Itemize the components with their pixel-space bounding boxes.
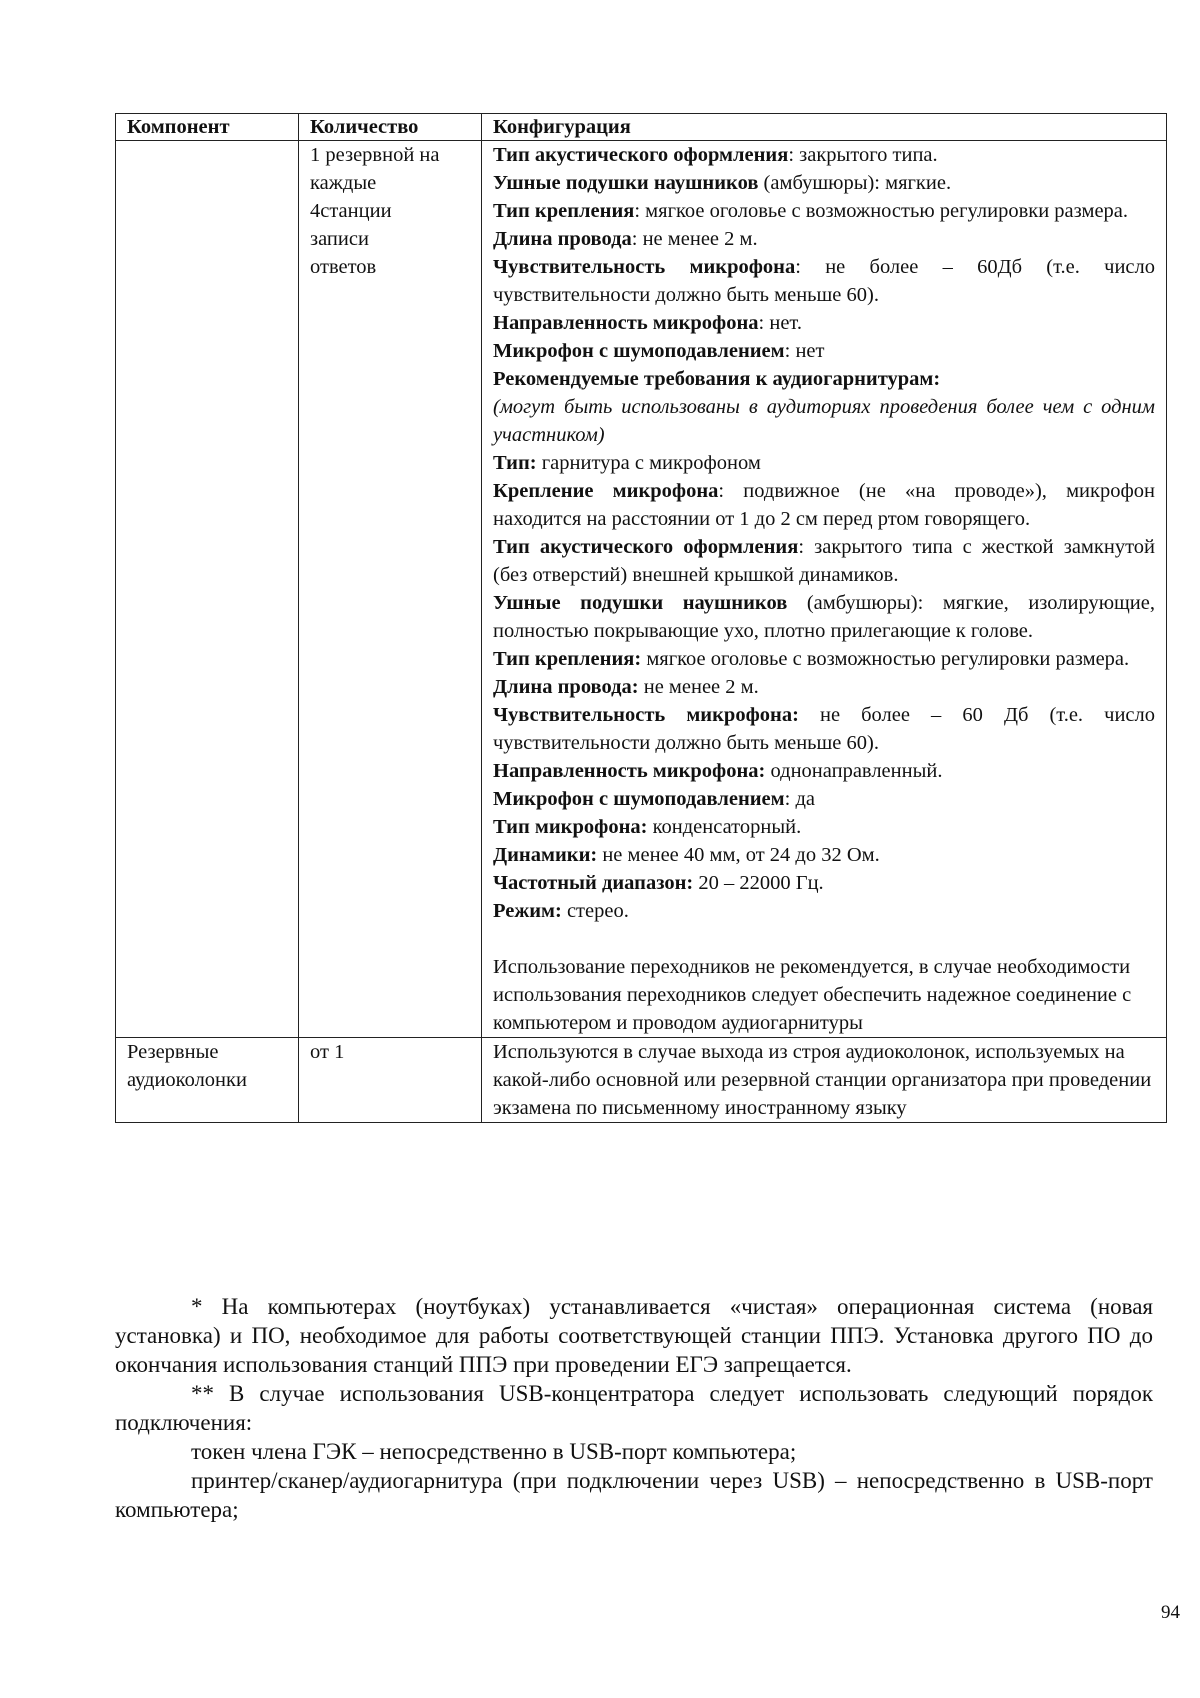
header-component: Компонент bbox=[116, 114, 299, 141]
quantity-line: ответов bbox=[310, 256, 377, 278]
config-item: Чувствительность микрофона: не более – 60 Дб (т.е. число чувствительности должно быть меньше 60). bbox=[493, 704, 1155, 754]
quantity-line: записи bbox=[310, 228, 369, 250]
quantity-line: каждые bbox=[310, 172, 377, 194]
row2-configuration: Используются в случае выхода из строя аудиоколонок, используемых на какой-либо основной или резервной станции организатора при проведении экзамена по письменному иностранному языку bbox=[482, 1038, 1167, 1123]
equipment-table bbox=[115, 113, 1167, 1123]
config-item: Тип микрофона: конденсаторный. bbox=[493, 816, 802, 838]
config-item: Тип крепления: мягкое оголовье с возможностью регулировки размера. bbox=[493, 200, 1129, 222]
row2-quantity: от 1 bbox=[299, 1038, 482, 1123]
page-number: 94 bbox=[1161, 1602, 1180, 1623]
quantity-line: 4станции bbox=[310, 200, 392, 222]
row2-component: Резервные аудиоколонки bbox=[116, 1038, 299, 1123]
config-item: Режим: стерео. bbox=[493, 900, 629, 922]
config-item: Направленность микрофона: нет. bbox=[493, 312, 802, 334]
table-header-row bbox=[116, 114, 1167, 141]
config-item: Тип акустического оформления: закрытого типа с жесткой замкнутой (без отверстий) внешней крышкой динамиков. bbox=[493, 536, 1155, 586]
config-item: Крепление микрофона: подвижное (не «на проводе»), микрофон находится на расстоянии от 1 до 2 см перед ртом говорящего. bbox=[493, 480, 1155, 530]
quantity-line: 1 резервной на bbox=[310, 144, 440, 166]
config-item: Частотный диапазон: 20 – 22000 Гц. bbox=[493, 872, 824, 894]
config-item: Ушные подушки наушников (амбушюры): мягкие, изолирующие, полностью покрывающие ухо, плотно прилегающие к голове. bbox=[493, 592, 1155, 642]
usb-order-item: токен члена ГЭК – непосредственно в USB-порт компьютера; bbox=[191, 1439, 797, 1464]
config-item: Длина провода: не менее 2 м. bbox=[493, 676, 759, 698]
table-row bbox=[116, 1038, 1167, 1123]
row1-quantity bbox=[299, 141, 482, 1038]
row1-component bbox=[116, 141, 299, 1038]
config-item: Микрофон с шумоподавлением: да bbox=[493, 788, 815, 810]
config-item: Тип акустического оформления: закрытого типа. bbox=[493, 144, 938, 166]
footnote-usb-hub: ** В случае использования USB-концентратора следует использовать следующий порядок подключения: bbox=[115, 1381, 1153, 1435]
usb-order-item: принтер/сканер/аудиогарнитура (при подключении через USB) – непосредственно в USB-порт компьютера; bbox=[115, 1468, 1153, 1522]
config-italic-note: (могут быть использованы в аудиториях проведения более чем с одним участником) bbox=[493, 396, 1155, 446]
table-row bbox=[116, 141, 1167, 1038]
adapter-note: Использование переходников не рекомендуется, в случае необходимости использования переходников следует обеспечить надежное соединение с компьютером и проводом аудиогарнитуры bbox=[493, 956, 1132, 1034]
config-item: Ушные подушки наушников (амбушюры): мягкие. bbox=[493, 172, 952, 194]
row1-configuration bbox=[482, 141, 1167, 1038]
footnote-clean-os: * На компьютерах (ноутбуках) устанавливается «чистая» операционная система (новая установка) и ПО, необходимое для работы соответствующей станции ППЭ. Установка другого ПО до окончания использования станций ППЭ при проведении ЕГЭ запрещается. bbox=[115, 1294, 1153, 1377]
config-item: Динамики: не менее 40 мм, от 24 до 32 Ом. bbox=[493, 844, 880, 866]
header-configuration: Конфигурация bbox=[482, 114, 1167, 141]
config-item: Длина провода: не менее 2 м. bbox=[493, 228, 758, 250]
config-item: Чувствительность микрофона: не более – 60Дб (т.е. число чувствительности должно быть меньше 60). bbox=[493, 256, 1155, 306]
config-subheading: Рекомендуемые требования к аудиогарнитурам: bbox=[493, 368, 941, 390]
config-item: Тип: гарнитура с микрофоном bbox=[493, 452, 761, 474]
config-item: Направленность микрофона: однонаправленный. bbox=[493, 760, 943, 782]
footnotes bbox=[115, 1292, 1153, 1524]
spacer bbox=[493, 925, 1155, 953]
config-item: Микрофон с шумоподавлением: нет bbox=[493, 340, 825, 362]
config-item: Тип крепления: мягкое оголовье с возможностью регулировки размера. bbox=[493, 648, 1130, 670]
header-quantity: Количество bbox=[299, 114, 482, 141]
